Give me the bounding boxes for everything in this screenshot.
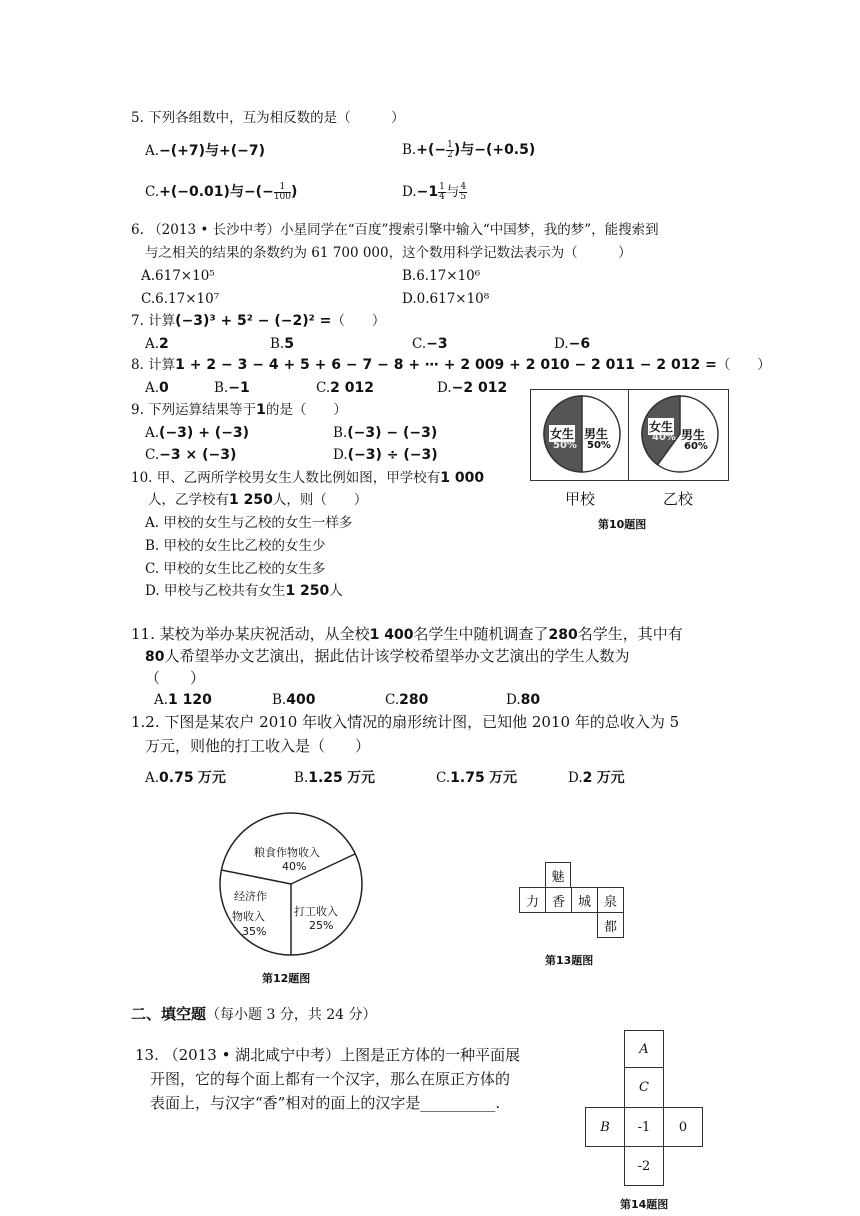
q10-option-c: C. 甲校的女生比乙校的女生多: [145, 561, 326, 577]
q12-option-a: A.0.75 万元: [145, 770, 226, 786]
pie-a-male-label: 男生: [584, 427, 609, 441]
q8-option-b: B.−1: [214, 380, 250, 396]
q11-option-a: A.1 120: [154, 692, 212, 708]
figure-14-caption: 第14题图: [620, 1198, 669, 1211]
q12-option-d: D.2 万元: [568, 770, 625, 786]
pie-a-female-pct: 50%: [553, 440, 577, 451]
q8-stem: 8. 计算1 + 2 − 3 − 4 + 5 + 6 − 7 − 8 + ⋯ + 2 009 + 2 010 − 2 011 − 2 012 =（ ）: [131, 357, 771, 373]
figure-12-caption: 第12题图: [262, 972, 311, 985]
net14-cell-minus2: -2: [624, 1146, 664, 1186]
pie12-slice2-label1: 经济作: [234, 890, 267, 903]
q7-option-d: D.−6: [554, 336, 591, 352]
q11-line2: 80人希望举办文艺演出，据此估计该学校希望举办文艺演出的学生人数为: [145, 647, 630, 665]
q7-option-b: B.5: [270, 336, 294, 352]
q7-option-a: A.2: [145, 336, 169, 352]
q8-option-a: A.0: [145, 380, 169, 396]
q10-option-b: B. 甲校的女生比乙校的女生少: [145, 538, 326, 554]
pie12-slice1-pct: 40%: [282, 860, 307, 873]
pie12-slice3-label: 打工收入: [294, 905, 338, 918]
pie12-slice2-label2: 物收入: [232, 910, 265, 923]
pie-b-female-label: 女生: [649, 420, 674, 434]
q13-line1: 13. （2013 • 湖北咸宁中考）上图是正方体的一种平面展: [135, 1046, 521, 1064]
q13-answer-blank[interactable]: __________: [420, 1094, 496, 1112]
q10-option-d: D. 甲校与乙校共有女生1 250人: [145, 583, 343, 599]
net13-cell-4: 泉: [597, 887, 624, 913]
net14-cell-b: B: [585, 1107, 625, 1147]
net14-cell-zero: 0: [663, 1107, 703, 1147]
pie12-slice3-pct: 25%: [309, 919, 334, 932]
q5-option-c: C.+(−0.01)与−(− $\frac{1}{100}$ ): [145, 182, 298, 202]
q12-option-b: B.1.25 万元: [294, 770, 376, 786]
net14-cell-a: A: [624, 1030, 664, 1068]
figure-12-pie: [218, 811, 364, 957]
q10-line1: 10. 甲、乙两所学校男女生人数比例如图，甲学校有1 000: [131, 470, 485, 486]
q9-option-d: D.(−3) ÷ (−3): [333, 447, 438, 463]
q7-stem: 7. 计算(−3)³ + 5² − (−2)² =（ ）: [131, 313, 386, 329]
school-a-label: 甲校: [565, 490, 596, 508]
q9-option-b: B.(−3) − (−3): [333, 425, 438, 441]
figure-10-caption: 第10题图: [598, 518, 647, 531]
q10-line2: 人，乙学校有1 250人，则（ ）: [148, 492, 368, 508]
q13-line2: 开图，它的每个面上都有一个汉字，那么在原正方体的: [150, 1070, 511, 1088]
q9-option-c: C.−3 × (−3): [145, 447, 237, 463]
net14-cell-c: C: [624, 1067, 664, 1108]
net13-cell-2: 香: [545, 887, 572, 913]
q8-option-d: D.−2 012: [437, 380, 508, 396]
q6-option-a: A.617×10⁵: [141, 268, 215, 284]
q7-option-c: C.−3: [412, 336, 448, 352]
pie-b-female-pct: 40%: [652, 432, 676, 443]
q5-option-a: A.−(+7)与+(−7): [145, 143, 266, 159]
q6-line2: 与之相关的结果的条数约为 61 700 000，这个数用科学记数法表示为（ ）: [145, 245, 632, 261]
q9-option-a: A.(−3) + (−3): [145, 425, 250, 441]
net14-cell-minus1: -1: [624, 1107, 664, 1147]
figure-13-caption: 第13题图: [545, 954, 594, 967]
section-title: 二、填空题（每小题 3 分，共 24 分）: [131, 1005, 377, 1023]
q11-option-d: D.80: [506, 692, 541, 708]
q5-stem: 5. 下列各组数中，互为相反数的是（ ）: [131, 110, 405, 126]
figure-10-divider: [628, 389, 629, 480]
pie-a-male-pct: 50%: [587, 440, 611, 451]
q11-option-c: C.280: [385, 692, 429, 708]
q6-line1: 6. （2013 • 长沙中考）小星同学在“百度”搜索引擎中输入“中国梦，我的梦”，能搜索到: [131, 222, 659, 238]
net13-cell-bottom: 都: [597, 912, 624, 938]
net13-cell-1: 力: [519, 887, 546, 913]
pie-a-female-label: 女生: [550, 427, 575, 441]
pie-b-male-label: 男生: [681, 428, 706, 442]
q11-line3: （ ）: [145, 669, 206, 687]
q13-line3: 表面上，与汉字“香”相对的面上的汉字是__________.: [150, 1094, 501, 1112]
pie12-slice1-label: 粮食作物收入: [254, 846, 320, 859]
q6-option-d: D.0.617×10⁸: [402, 291, 490, 307]
q11-line1: 11. 某校为举办某庆祝活动，从全校1 400名学生中随机调查了280名学生，其中有: [131, 625, 683, 643]
net13-cell-3: 城: [571, 887, 598, 913]
q12-line1: 1.2. 下图是某农户 2010 年收入情况的扇形统计图，已知他 2010 年的总收入为 5: [131, 713, 680, 731]
q9-stem: 9. 下列运算结果等于1的是（ ）: [131, 402, 347, 418]
q5-option-b: B.+(− $\frac{1}{2}$ )与−(+0.5): [402, 140, 536, 160]
q5-option-d: D.−1 $\frac{1}{4}$ 与 $\frac{4}{5}$: [402, 182, 467, 202]
q10-option-a: A. 甲校的女生与乙校的女生一样多: [145, 515, 353, 531]
pie12-slice2-pct: 35%: [242, 925, 267, 938]
q6-option-b: B.6.17×10⁶: [402, 268, 481, 284]
q8-option-c: C.2 012: [316, 380, 374, 396]
q11-option-b: B.400: [272, 692, 316, 708]
pie-b-male-pct: 60%: [684, 441, 708, 452]
net13-cell-top: 魅: [545, 862, 571, 888]
school-b-label: 乙校: [663, 490, 694, 508]
q6-option-c: C.6.17×10⁷: [141, 291, 220, 307]
q12-line2: 万元，则他的打工收入是（ ）: [145, 737, 371, 755]
q12-option-c: C.1.75 万元: [436, 770, 517, 786]
